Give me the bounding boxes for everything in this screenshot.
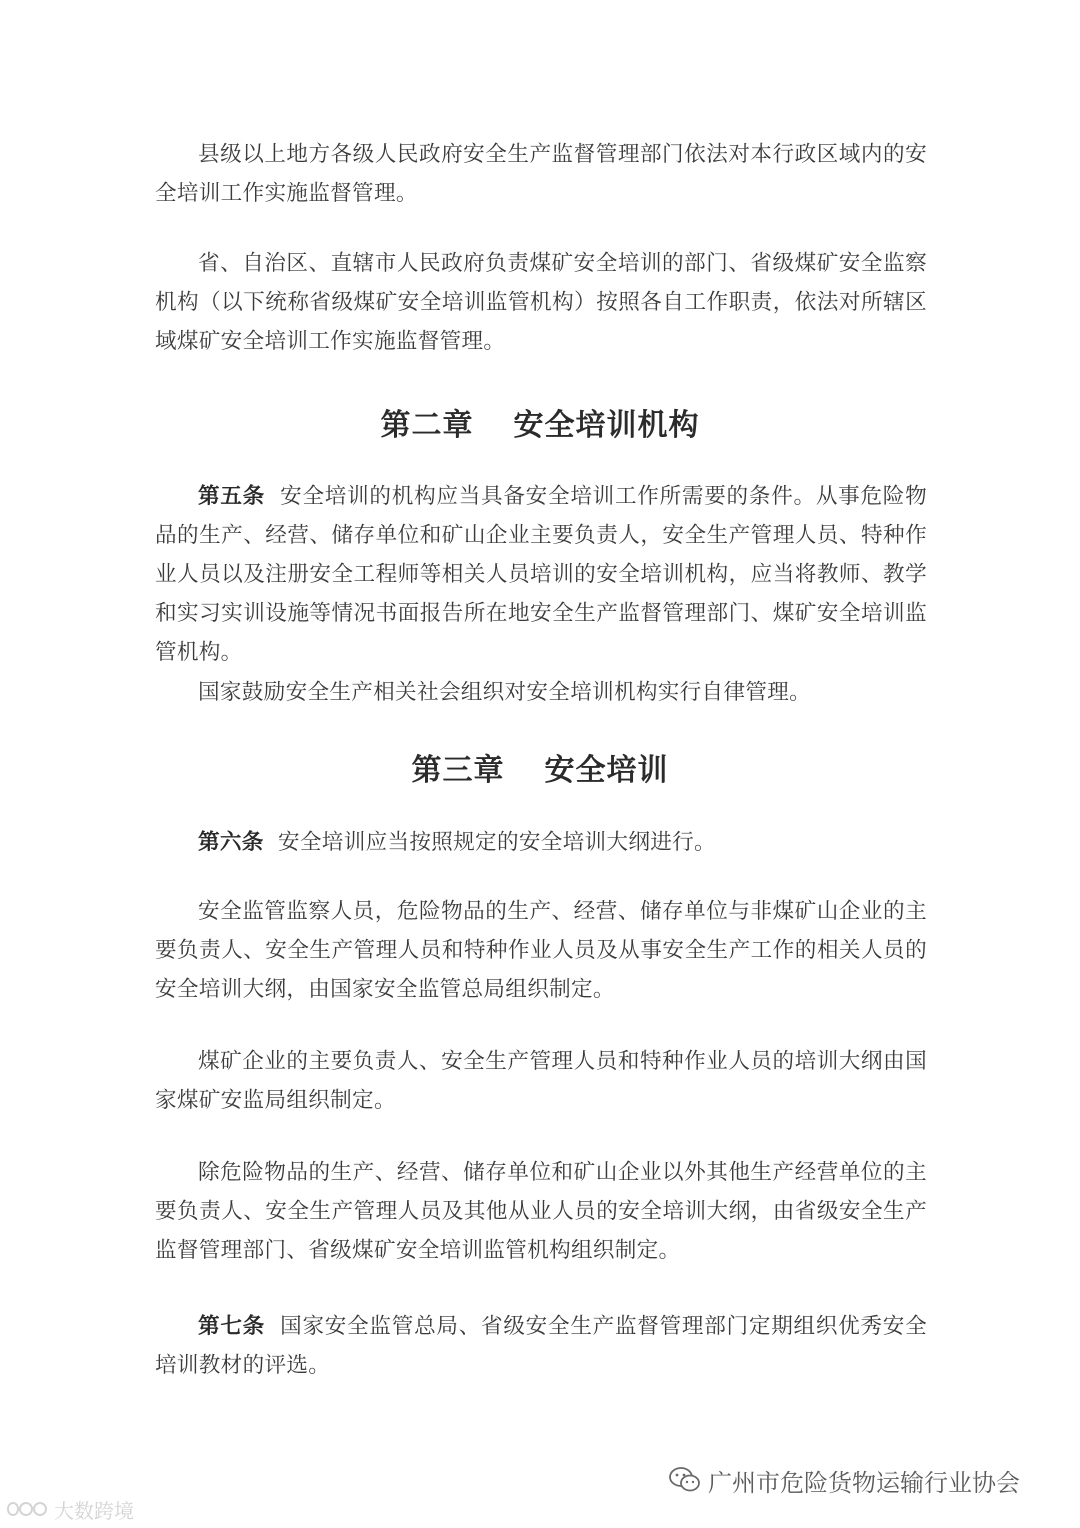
paragraph-text: 国家鼓励安全生产相关社会组织对安全培训机构实行自律管理。 bbox=[198, 680, 812, 705]
corner-watermark-text: 大数跨境 bbox=[54, 1498, 134, 1523]
paragraph-text: 煤矿企业的主要负责人、安全生产管理人员和特种作业人员的培训大纲由国家煤矿安监局组织制定。 bbox=[155, 1049, 927, 1113]
wechat-account-watermark bbox=[668, 1460, 1020, 1500]
chapter-heading bbox=[0, 400, 1080, 444]
paragraph-text: 安全培训应当按照规定的安全培训大纲进行。 bbox=[278, 830, 716, 855]
article-number: 第七条 bbox=[198, 1314, 265, 1339]
paragraph bbox=[155, 892, 927, 1009]
paragraph-text: 安全监管监察人员，危险物品的生产、经营、储存单位与非煤矿山企业的主要负责人、安全生产管理人员和特种作业人员及从事安全生产工作的相关人员的安全培训大纲，由国家安全监管总局组织制定。 bbox=[155, 899, 927, 1002]
article-number: 第六条 bbox=[198, 830, 264, 855]
article-number: 第五条 bbox=[198, 484, 265, 509]
paragraph bbox=[155, 477, 927, 672]
chapter-title: 安全培训机构 bbox=[513, 408, 700, 443]
paragraph-text: 安全培训的机构应当具备安全培训工作所需要的条件。从事危险物品的生产、经营、储存单位和矿山企业主要负责人，安全生产管理人员、特种作业人员以及注册安全工程师等相关人员培训的安全培训机构，应当将教师、教学和实习实训设施等情况书面报告所在地安全生产监督管理部门、煤矿安全培训监管机构。 bbox=[155, 484, 928, 665]
dashu-logo-icon bbox=[4, 1497, 50, 1521]
chapter-title: 安全培训 bbox=[544, 753, 669, 788]
paragraph bbox=[155, 1153, 927, 1270]
wechat-icon bbox=[668, 1465, 702, 1495]
chapter-number: 第二章 bbox=[380, 408, 474, 443]
paragraph-text: 省、自治区、直辖市人民政府负责煤矿安全培训的部门、省级煤矿安全监察机构（以下统称省级煤矿安全培训监管机构）按照各自工作职责，依法对所辖区域煤矿安全培训工作实施监督管理。 bbox=[155, 251, 927, 354]
wechat-account-name: 广州市危险货物运输行业协会 bbox=[708, 1468, 1020, 1497]
paragraph bbox=[155, 673, 927, 712]
paragraph bbox=[155, 1307, 927, 1385]
paragraph-text: 国家安全监管总局、省级安全生产监督管理部门定期组织优秀安全培训教材的评选。 bbox=[155, 1314, 928, 1378]
corner-watermark bbox=[4, 1494, 134, 1524]
paragraph-text: 除危险物品的生产、经营、储存单位和矿山企业以外其他生产经营单位的主要负责人、安全生产管理人员及其他从业人员的安全培训大纲，由省级安全生产监督管理部门、省级煤矿安全培训监管机构组织制定。 bbox=[155, 1160, 927, 1263]
paragraph bbox=[155, 244, 927, 361]
paragraph-text: 县级以上地方各级人民政府安全生产监督管理部门依法对本行政区域内的安全培训工作实施监督管理。 bbox=[155, 142, 927, 206]
paragraph bbox=[155, 1042, 927, 1120]
paragraph bbox=[155, 135, 927, 213]
chapter-number: 第三章 bbox=[411, 753, 505, 788]
chapter-heading bbox=[0, 745, 1080, 789]
paragraph bbox=[155, 823, 927, 862]
